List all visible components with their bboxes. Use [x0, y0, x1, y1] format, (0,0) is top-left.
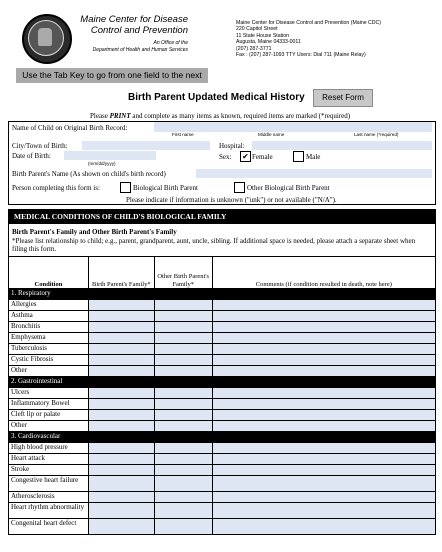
condition-name: Congenital heart defect	[9, 519, 89, 535]
condition-row	[9, 421, 436, 432]
birth-family-field[interactable]	[88, 519, 154, 535]
comments-field[interactable]	[212, 465, 435, 476]
other-family-field[interactable]	[154, 300, 212, 311]
birth-family-field[interactable]	[88, 388, 154, 399]
cdc-line: (207) 287-3771	[236, 45, 272, 52]
cdc-line: 220 Capitol Street	[236, 26, 278, 33]
section-row	[9, 432, 436, 443]
sex-label: Sex:	[219, 153, 232, 161]
cdc-address-block	[236, 20, 436, 58]
condition-row	[9, 476, 436, 492]
section-row	[9, 289, 436, 300]
col-comments: Comments (if condition resulted in death, note here)	[212, 257, 435, 289]
other-family-field[interactable]	[154, 454, 212, 465]
agency-sub-line1: An Office of the	[153, 40, 188, 46]
col-other-family: Other Birth Parent's Family*	[154, 257, 212, 289]
birth-family-field[interactable]	[88, 476, 154, 492]
other-family-field[interactable]	[154, 492, 212, 503]
condition-name: Cleft lip or palate	[9, 410, 89, 421]
condition-name: Cystic Fibrosis	[9, 355, 89, 366]
cdc-line: Augusta, Maine 04333-0011	[236, 39, 301, 46]
condition-name: Asthma	[9, 311, 89, 322]
section-row	[9, 377, 436, 388]
parent-name-field[interactable]	[196, 169, 432, 178]
birth-family-field[interactable]	[88, 366, 154, 377]
instruction-line: Please PRINT and complete as many items as known, required items are marked (*required)	[90, 112, 351, 120]
birth-family-field[interactable]	[88, 443, 154, 454]
other-family-field[interactable]	[154, 443, 212, 454]
reset-form-button[interactable]: Reset Form	[313, 89, 373, 107]
dob-format-hint: (mm/dd/yyyy)	[88, 161, 116, 166]
medical-section-header: MEDICAL CONDITIONS OF CHILD'S BIOLOGICAL FAMILY	[8, 209, 436, 224]
hospital-label: Hospital:	[219, 142, 245, 150]
col-birth-family: Birth Parent's Family*	[88, 257, 154, 289]
dob-field[interactable]	[64, 151, 156, 160]
unknown-note: Please indicate if information is unknown ("unk") or not available ("N/A").	[126, 196, 337, 204]
other-family-field[interactable]	[154, 519, 212, 535]
condition-name: Heart rhythm abnormality	[9, 503, 89, 519]
condition-name: Other	[9, 421, 89, 432]
comments-field[interactable]	[212, 454, 435, 465]
other-family-field[interactable]	[154, 344, 212, 355]
other-biological-parent-label: Other Biological Birth Parent	[247, 184, 330, 192]
other-family-field[interactable]	[154, 355, 212, 366]
comments-field[interactable]	[212, 300, 435, 311]
section-title: 2. Gastrointestinal	[9, 377, 436, 388]
middle-name-label: Middle name	[258, 132, 285, 137]
birth-family-field[interactable]	[88, 465, 154, 476]
comments-field[interactable]	[212, 333, 435, 344]
comments-field[interactable]	[212, 355, 435, 366]
birth-family-field[interactable]	[88, 410, 154, 421]
condition-row	[9, 322, 436, 333]
condition-row	[9, 366, 436, 377]
male-label: Male	[306, 153, 321, 161]
comments-field[interactable]	[212, 399, 435, 410]
condition-row	[9, 300, 436, 311]
other-family-field[interactable]	[154, 311, 212, 322]
comments-field[interactable]	[212, 443, 435, 454]
birth-family-field[interactable]	[88, 421, 154, 432]
condition-row	[9, 388, 436, 399]
other-family-field[interactable]	[154, 476, 212, 492]
other-family-field[interactable]	[154, 503, 212, 519]
conditions-table	[8, 256, 436, 535]
parent-name-label: Birth Parent's Name (As shown on child's birth record)	[12, 170, 166, 178]
biological-parent-checkbox[interactable]	[120, 182, 131, 193]
birth-family-field[interactable]	[88, 454, 154, 465]
birth-family-field[interactable]	[88, 300, 154, 311]
other-family-field[interactable]	[154, 333, 212, 344]
birth-family-field[interactable]	[88, 344, 154, 355]
birth-family-field[interactable]	[88, 503, 154, 519]
condition-row	[9, 492, 436, 503]
dob-label: Date of Birth:	[12, 152, 51, 160]
condition-row	[9, 355, 436, 366]
comments-field[interactable]	[212, 366, 435, 377]
female-checkbox[interactable]: ✔	[240, 151, 251, 162]
condition-row	[9, 443, 436, 454]
child-name-label: Name of Child on Original Birth Record:	[12, 124, 128, 132]
completing-label: Person completing this form is:	[12, 184, 100, 192]
birth-family-field[interactable]	[88, 399, 154, 410]
comments-field[interactable]	[212, 519, 435, 535]
comments-field[interactable]	[212, 388, 435, 399]
family-note: *Please list relationship to child; e.g., parent, grandparent, aunt, uncle, sibling. If additional space is needed, please attach a separate sheet when filing this form.	[12, 237, 416, 253]
cdc-line: 11 State House Station	[236, 32, 289, 39]
female-label: Female	[252, 153, 273, 161]
condition-row	[9, 311, 436, 322]
comments-field[interactable]	[212, 503, 435, 519]
city-field[interactable]	[82, 141, 210, 150]
agency-name-line1: Maine Center for Disease	[80, 14, 188, 25]
comments-field[interactable]	[212, 492, 435, 503]
condition-name: Allergies	[9, 300, 89, 311]
condition-name: Inflammatory Bowel	[9, 399, 89, 410]
first-name-label: First name	[172, 132, 194, 137]
seal-emblem	[38, 28, 52, 46]
condition-row	[9, 410, 436, 421]
other-family-field[interactable]	[154, 421, 212, 432]
condition-row	[9, 333, 436, 344]
condition-name: Congestive heart failure	[9, 476, 89, 492]
last-name-label: Last name (*required)	[354, 132, 399, 137]
agency-sub-line2: Department of Health and Human Services	[92, 47, 188, 53]
birth-family-field[interactable]	[88, 333, 154, 344]
family-heading: Birth Parent's Family and Other Birth Parent's Family	[12, 228, 177, 236]
other-family-field[interactable]	[154, 388, 212, 399]
agency-subtitle	[76, 40, 188, 54]
biological-parent-label: Biological Birth Parent	[133, 184, 198, 192]
male-checkbox[interactable]	[293, 151, 304, 162]
comments-field[interactable]	[212, 476, 435, 492]
condition-name: Heart attack	[9, 454, 89, 465]
other-family-field[interactable]	[154, 465, 212, 476]
comments-field[interactable]	[212, 311, 435, 322]
city-label: City/Town of Birth:	[12, 142, 68, 150]
birth-family-field[interactable]	[88, 311, 154, 322]
condition-name: Atherosclerosis	[9, 492, 89, 503]
condition-name: Tuberculosis	[9, 344, 89, 355]
condition-name: Other	[9, 366, 89, 377]
condition-row	[9, 399, 436, 410]
hospital-field[interactable]	[252, 141, 432, 150]
section-title: 3. Cardiovascular	[9, 432, 436, 443]
condition-name: Stroke	[9, 465, 89, 476]
col-condition: Condition	[9, 257, 89, 289]
condition-row	[9, 519, 436, 535]
other-family-field[interactable]	[154, 366, 212, 377]
other-family-field[interactable]	[154, 399, 212, 410]
other-family-field[interactable]	[154, 322, 212, 333]
other-biological-parent-checkbox[interactable]	[234, 182, 245, 193]
cdc-line: Maine Center for Disease Control and Prevention (Maine CDC)	[236, 20, 382, 26]
condition-name: High blood pressure	[9, 443, 89, 454]
condition-name: Emphysema	[9, 333, 89, 344]
agency-name-line2: Control and Prevention	[90, 25, 188, 36]
tab-key-hint: Use the Tab Key to go from one field to the next	[16, 68, 208, 83]
other-family-field[interactable]	[154, 410, 212, 421]
condition-row	[9, 454, 436, 465]
table-header-row	[9, 257, 436, 289]
condition-row	[9, 465, 436, 476]
comments-field[interactable]	[212, 410, 435, 421]
form-title: Birth Parent Updated Medical History	[128, 92, 305, 103]
condition-row	[9, 503, 436, 519]
condition-name: Bronchitis	[9, 322, 89, 333]
child-name-field[interactable]	[154, 122, 432, 132]
comments-field[interactable]	[212, 421, 435, 432]
comments-field[interactable]	[212, 322, 435, 333]
birth-family-field[interactable]	[88, 355, 154, 366]
birth-family-field[interactable]	[88, 492, 154, 503]
condition-name: Ulcers	[9, 388, 89, 399]
condition-row	[9, 344, 436, 355]
birth-family-field[interactable]	[88, 322, 154, 333]
section-title: 1. Respiratory	[9, 289, 436, 300]
agency-name	[76, 14, 188, 36]
cdc-line: Fax : (207) 287-1093 TTY Users: Dial 711 (Maine Relay)	[236, 52, 366, 59]
comments-field[interactable]	[212, 344, 435, 355]
